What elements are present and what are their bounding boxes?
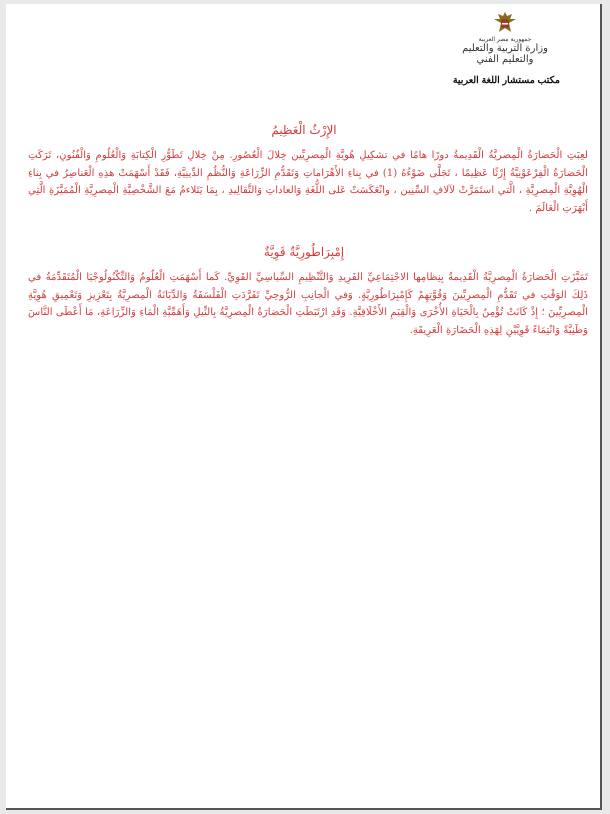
section-paragraph-1: لعِبَتِ الْحَضارَةُ الْمِصريَّةُ الْقَدِيمةُ دورًا هامًا في تشكِيلِ هُويَّةِ الْمِصرِيِّين خِلالَ الْعُصُورِ. مِنْ خِلالِ تَطَوُّرِ الْكِتابَةِ وَالْعُلُومِ وَالْفُنُونِ، تَرَكَتِ الْحَضارَةُ الْفِرْعَوْنِيَّةُ إِرْثًا عَظِيمًا ، تَجَلَّى ضَوْءُهُ (1) في بِناءِ الأَهْرَاماتِ وَتَقَدُّمِ الزِّرَاعَةِ وَالنُّظُمِ الدِّينِيَّةِ، فَقَدْ أَسْهَمَتْ هذِهِ الْعَناصِرُ في بِناءِ الْهُوِيَّةِ الْمِصرِيَّةِ ، الَّتي استَمَرَّتْ لآلافِ السِّنِين ، وانْعَكَسَتْ عَلى اللُّغَةِ وَالعاداتِ وَالتَّقالِيدِ ، بِمَا يَتَلاءمُ مَعَ الشَّخْصِيَّةِ الْمِصرِيَّةِ الْمُمَيَّزَةِ الَّتِي أَبْهَرَتِ الْعَالَمَ . [28, 150, 588, 214]
office-title: مكتب مستشار اللغة العربية [452, 75, 560, 86]
ministry-subtitle: والتعليم الفني [476, 54, 534, 65]
ministry-name: وزارة التربية والتعليم [462, 43, 548, 54]
ministry-top-line: جمهورية مصر العربية [478, 36, 532, 43]
eagle-emblem-icon [492, 10, 518, 36]
document-page [6, 4, 602, 810]
section-heading-1: الإِرْثُ الْعَظِيمُ [271, 123, 337, 137]
letterhead [450, 10, 560, 65]
section-paragraph-2: تَمَيَّزَتِ الْحَضارَةُ الْمِصرِيَّةُ الْقَدِيمةُ بِنِظامِها الاجْتِمَاعِيِّ الفَرِيدِ وَالتَّنْظِيمِ السِّياسِيِّ القَوِيِّ. كَما أَسْهَمَتِ الْعُلُومُ وَالتِّكْنُولُوجْيَا الْمُتَقَدِّمَةُ في ذَلِكَ الوَقْتِ في تَقَدُّمِ الْمِصرِيِّينَ وَقُوَّتِهِمْ كَإِمْبِرَاطُورِيَّةٍ. وَفي الْجانِبِ الرُّوحِيِّ تَفَرَّدَتِ الْفَلْسَفَةُ وَالدِّيَانَةُ الْمِصرِيَّةُ بِتَعْزِيزِ وَتَعْمِيقِ هُوِيَّةِ الْمِصرِيِّينَ ؛ إِذْ كَانَتْ تُؤْمِنُ بِالْحَيَاةِ الأُخْرَى وَالْقِيَمِ الأَخْلَاقِيَّةِ. وَقَدِ ارْتَبَطَتِ الْحَضارَةُ الْمِصرِيَّةُ بِالنِّيلِ وَأَهَمِّيَّةِ الْمَاءِ وَالزِّرَاعَةِ، مَا أَعْطَى النَّاسَ وَطَنِيَّةً وَانْتِمَاءً قَوِيَّيْنِ لِهَذِهِ الْحَضَارَةِ الْعَرِيقَةِ. [28, 272, 588, 336]
section-heading-2: إِمْبِرَاطُورِيَّةٌ قَوِيَّةٌ [263, 245, 345, 259]
